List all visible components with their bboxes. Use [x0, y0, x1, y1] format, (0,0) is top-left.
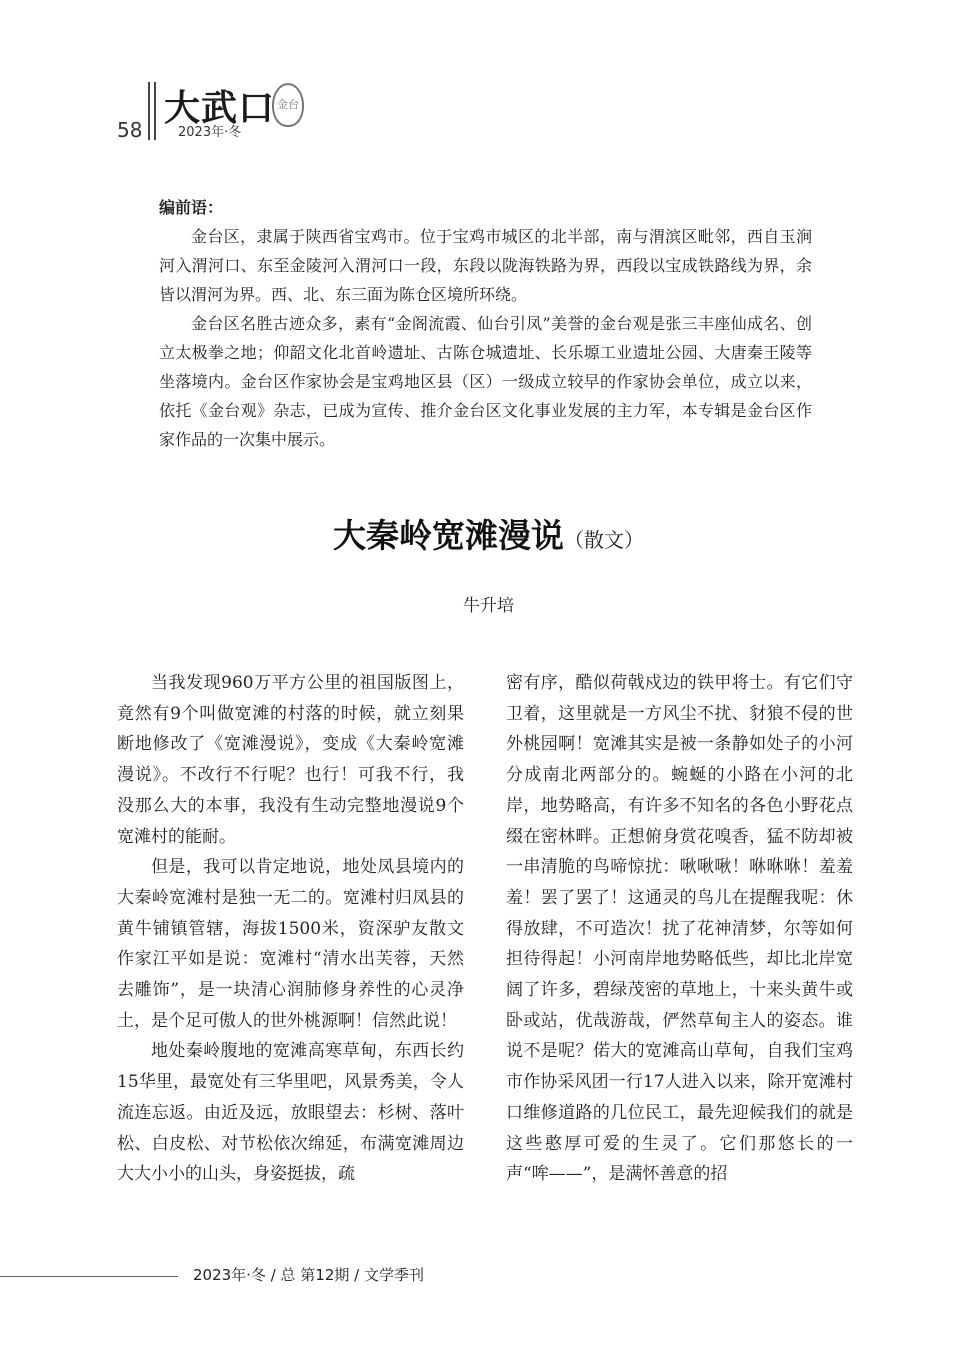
editor-note-paragraph: 金台区，隶属于陕西省宝鸡市。位于宝鸡市城区的北半部，南与渭滨区毗邻，西自玉涧河入渭河口、东至金陵河入渭河口一段，东段以陇海铁路为界，西段以宝成铁路线为界，余皆以渭河为界。西、北、东三面为陈仓区境所环绕。	[159, 227, 812, 304]
editor-note	[159, 222, 812, 454]
body-paragraph: 密有序，酷似荷戟戍边的铁甲将士。有它们守卫着，这里就是一方风尘不扰、豺狼不侵的世外桃园啊！宽滩其实是被一条静如处子的小河分成南北两部分的。蜿蜒的小路在小河的北岸，地势略高，有许多不知名的各色小野花点缀在密林畔。正想俯身赏花嗅香，猛不防却被一串清脆的鸟啼惊扰：啾啾啾！咻咻咻！羞羞羞！罢了罢了！这通灵的鸟儿在提醒我呢：休得放肆，不可造次！扰了花神清梦，尔等如何担待得起！小河南岸地势略低些，却比北岸宽阔了许多，碧绿茂密的草地上，十来头黄牛或卧或站，优哉游哉，俨然草甸主人的姿态。谁说不是呢？偌大的宽滩高山草甸，自我们宝鸡市作协采风团一行17人进入以来，除开宽滩村口维修道路的几位民工，最先迎候我们的就是这些憨厚可爱的生灵了。它们那悠长的一声“哞——”，是满怀善意的招	[506, 673, 853, 1185]
header-divider	[154, 82, 156, 140]
body-column-right	[506, 668, 853, 1190]
footer-rule	[0, 1276, 178, 1277]
magazine-title: 大武口	[164, 87, 276, 129]
body-paragraph: 当我发现960万平方公里的祖国版图上，竟然有9个叫做宽滩的村落的时候，就立刻果断地修改了《宽滩漫说》，变成《大秦岭宽滩漫说》。不改行不行呢？也行！可我不行，我没那么大的本事，我没有生动完整地漫说9个宽滩村的能耐。	[117, 673, 464, 847]
article-title-block	[0, 510, 977, 557]
editor-note-paragraph: 金台区名胜古迹众多，素有“金阁流霞、仙台引凤”美誉的金台观是张三丰座仙成名、创立太极拳之地；仰韶文化北首岭遗址、古陈仓城遗址、长乐塬工业遗址公园、大唐秦王陵等坐落境内。金台区作家协会是宝鸡地区县（区）一级成立较早的作家协会单位，成立以来，依托《金台观》杂志，已成为宣传、推介金台区文化事业发展的主力军，本专辑是金台区作家作品的一次集中展示。	[159, 314, 812, 449]
magazine-seal-logo: 金台	[272, 83, 304, 127]
article-author: 牛升培	[463, 596, 514, 616]
magazine-issue: 2023年·冬	[178, 125, 242, 140]
body-paragraph: 但是，我可以肯定地说，地处凤县境内的大秦岭宽滩村是独一无二的。宽滩村归凤县的黄牛铺镇管辖，海拔1500米，资深驴友散文作家江平如是说：宽滩村“清水出芙蓉，天然去雕饰”，是一块清心润肺修身养性的心灵净土，是个足可傲人的世外桃源啊！信然此说！	[117, 857, 464, 1031]
page-number: 58	[117, 118, 143, 142]
footer-text: 2023年·冬 / 总 第12期 / 文学季刊	[193, 1266, 424, 1284]
article-title: 大秦岭宽滩漫说	[333, 516, 564, 555]
editor-note-heading: 编前语：	[159, 198, 224, 217]
body-paragraph: 地处秦岭腹地的宽滩高寒草甸，东西长约15华里，最宽处有三华里吧，风景秀美，令人流连忘返。由近及远，放眼望去：杉树、落叶松、白皮松、对节松依次绵延，布满宽滩周边大大小小的山头，身姿挺拔，疏	[117, 1041, 464, 1185]
body-column-left	[117, 668, 464, 1190]
header-divider	[148, 82, 150, 140]
article-genre: （散文）	[564, 528, 644, 552]
